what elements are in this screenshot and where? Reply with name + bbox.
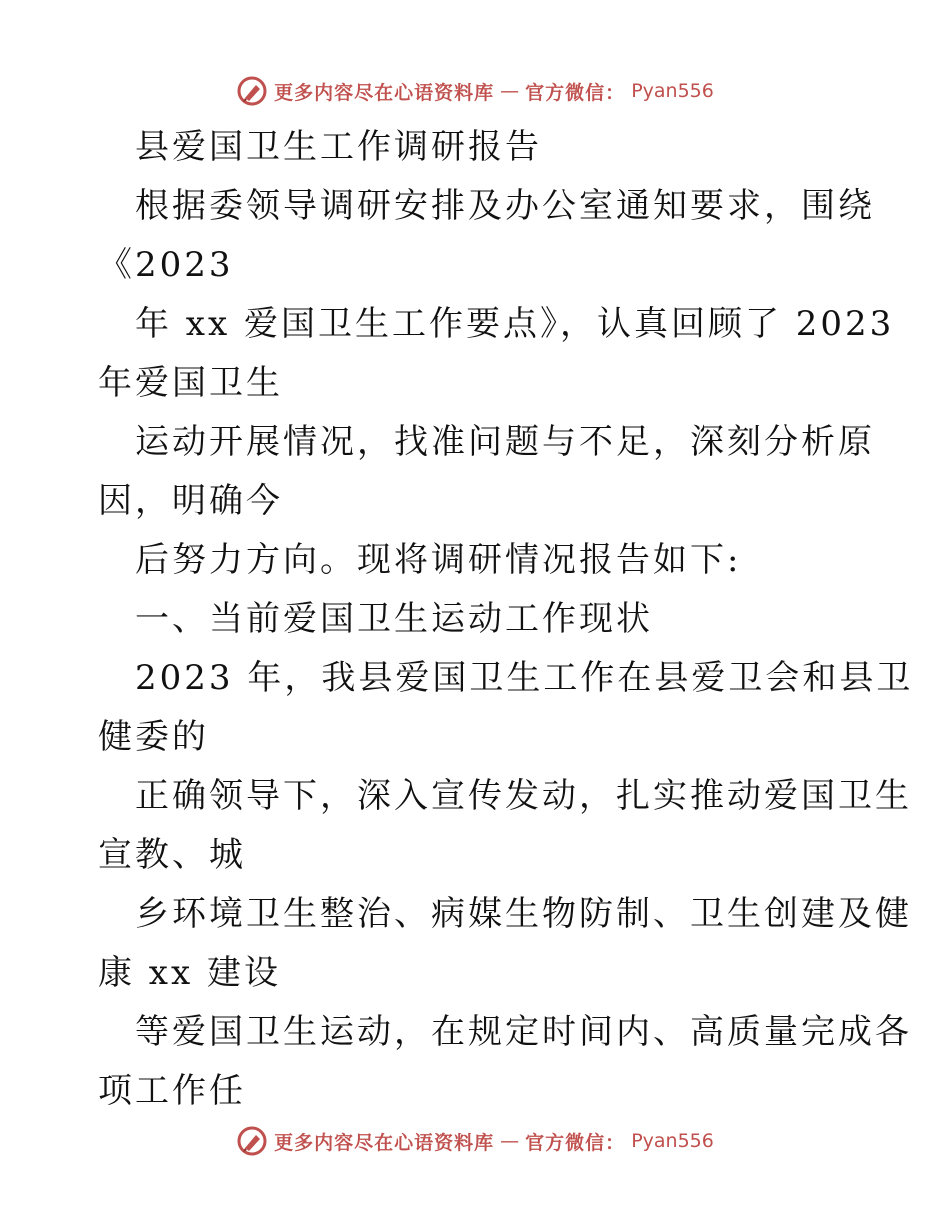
paragraph-line: 因，明确今: [98, 481, 283, 521]
paragraph-line: 项工作任: [98, 1071, 246, 1111]
paragraph-line: 年爱国卫生: [98, 363, 283, 403]
paragraph-line: 后努力方向。现将调研情况报告如下:: [135, 540, 742, 580]
paragraph-line: 健委的: [98, 717, 209, 757]
banner-separator: —: [500, 80, 520, 102]
banner-contact-id: Pyan556: [631, 1130, 714, 1152]
paragraph-line: 宣教、城: [98, 835, 246, 875]
banner-contact-id: Pyan556: [631, 80, 714, 102]
paragraph-line: 等爱国卫生运动，在规定时间内、高质量完成各: [135, 1012, 912, 1052]
paragraph-line: 运动开展情况，找准问题与不足，深刻分析原: [135, 422, 875, 462]
banner-separator: —: [500, 1130, 520, 1152]
paragraph-line: 乡环境卫生整治、病媒生物防制、卫生创建及健: [135, 894, 912, 934]
paragraph-line: 康 xx 建设: [98, 953, 281, 993]
banner-site-text: 更多内容尽在心语资料库: [274, 81, 495, 104]
header-banner: [0, 71, 950, 111]
footer-banner: [0, 1121, 950, 1161]
paragraph-line: 年 xx 爱国卫生工作要点》，认真回顾了 2023: [135, 304, 895, 344]
paragraph-line: 根据委领导调研安排及办公室通知要求，围绕: [135, 186, 875, 226]
banner-site-text: 更多内容尽在心语资料库: [274, 1131, 495, 1154]
paragraph-line: 《2023: [98, 245, 234, 285]
pen-logo-icon: [236, 75, 268, 107]
banner-contact-label: 官方微信：: [525, 81, 626, 104]
document-title: 县爱国卫生工作调研报告: [135, 127, 542, 167]
section-heading: 一、当前爱国卫生运动工作现状: [135, 599, 653, 639]
banner-contact-label: 官方微信：: [525, 1131, 626, 1154]
pen-logo-icon: [236, 1125, 268, 1157]
paragraph-line: 2023 年，我县爱国卫生工作在县爱卫会和县卫: [135, 658, 914, 698]
paragraph-line: 正确领导下，深入宣传发动，扎实推动爱国卫生: [135, 776, 912, 816]
